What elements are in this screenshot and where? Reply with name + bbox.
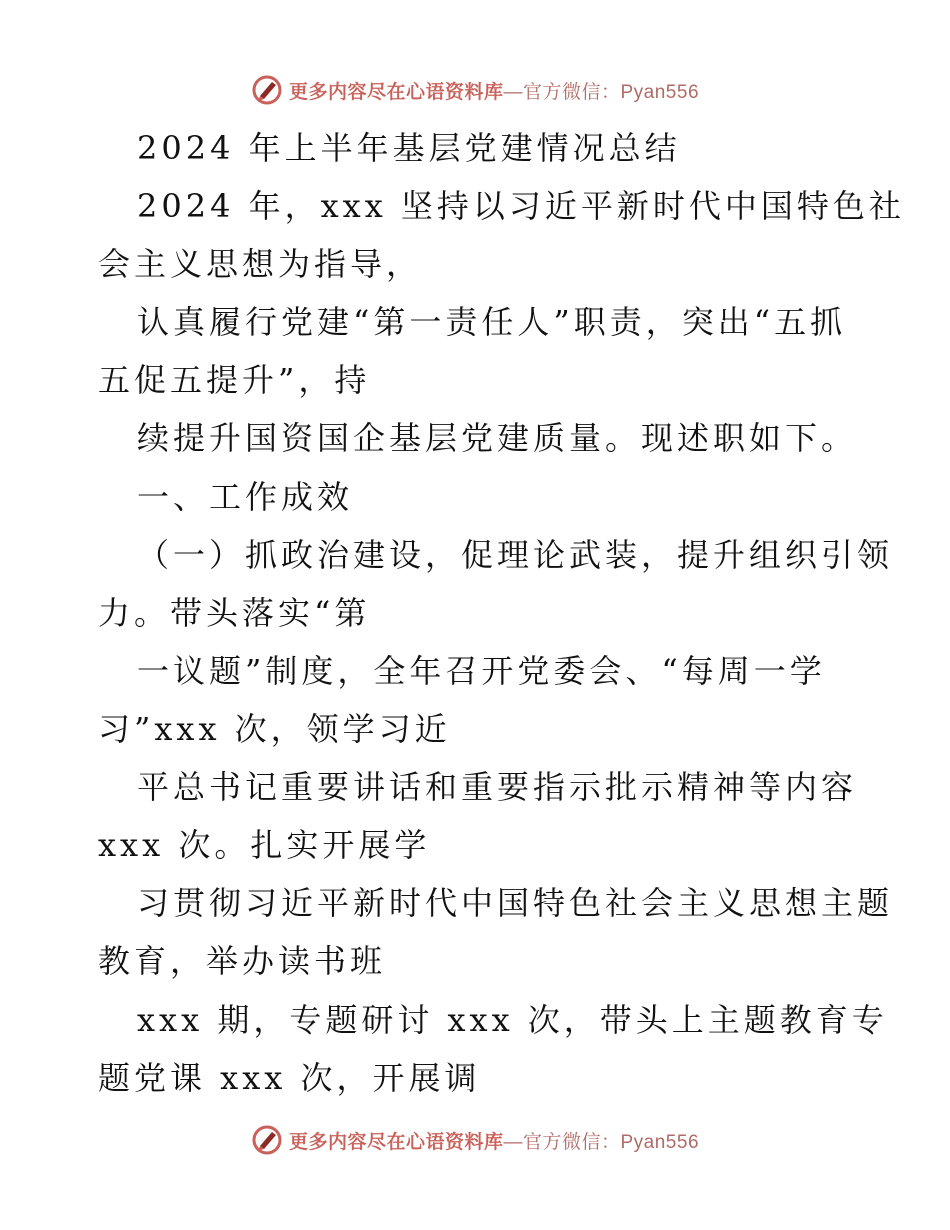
paragraph-line: 认真履行党建“第一责任人”职责，突出“五抓 bbox=[137, 303, 847, 341]
paragraph-line: 习贯彻习近平新时代中国特色社会主义思想主题 bbox=[137, 884, 894, 922]
paragraph-line: 习”xxx 次，领学习近 bbox=[98, 710, 451, 748]
watermark-footer bbox=[0, 1120, 950, 1160]
paragraph-line: 五促五提升”，持 bbox=[98, 361, 371, 399]
paragraph-line: （一）抓政治建设，促理论武装，提升组织引领 bbox=[137, 536, 894, 574]
paragraph-line: 教育，举办读书班 bbox=[98, 942, 387, 980]
watermark-strong: 更多内容尽在心语资料库 bbox=[288, 80, 504, 103]
paragraph-line: xxx 次。扎实开展学 bbox=[98, 826, 431, 864]
paragraph-line: xxx 期，专题研讨 xxx 次，带头上主题教育专 bbox=[137, 1001, 888, 1039]
watermark-rest: —官方微信：Pyan556 bbox=[503, 1131, 700, 1153]
pen-circle-logo-icon bbox=[251, 1124, 283, 1156]
paragraph-line: 平总书记重要讲话和重要指示批示精神等内容 bbox=[137, 768, 858, 806]
paragraph-line: 会主义思想为指导， bbox=[98, 245, 423, 283]
paragraph-line: 题党课 xxx 次，开展调 bbox=[98, 1059, 481, 1097]
paragraph-line: 一议题”制度，全年召开党委会、“每周一学 bbox=[137, 652, 826, 690]
watermark-strong: 更多内容尽在心语资料库 bbox=[288, 1130, 504, 1153]
paragraph-line: 力。带头落实“第 bbox=[98, 594, 371, 632]
paragraph-line: 2024 年，xxx 坚持以习近平新时代中国特色社 bbox=[137, 187, 905, 225]
paragraph-line: 续提升国资国企基层党建质量。现述职如下。 bbox=[137, 419, 858, 457]
section-heading: 一、工作成效 bbox=[137, 478, 354, 516]
watermark-rest: —官方微信：Pyan556 bbox=[503, 81, 700, 103]
document-title: 2024 年上半年基层党建情况总结 bbox=[137, 129, 681, 167]
watermark-text bbox=[289, 1127, 699, 1154]
